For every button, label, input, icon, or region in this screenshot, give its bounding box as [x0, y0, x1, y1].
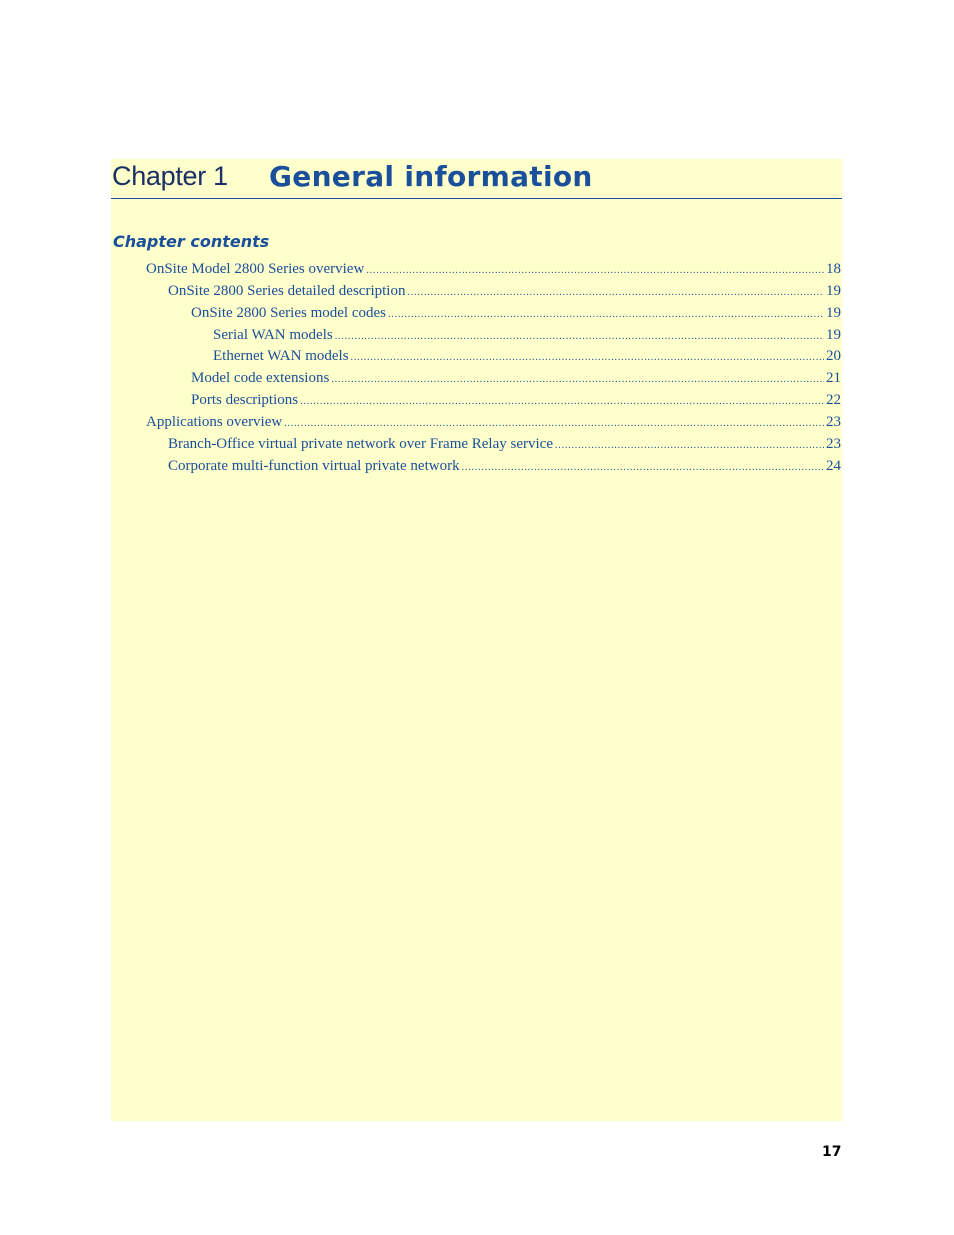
toc-entry[interactable]: [168, 434, 841, 454]
chapter-label: Chapter 1: [112, 161, 228, 191]
toc-leader: [300, 392, 824, 412]
toc-entry-title: Ethernet WAN models: [213, 348, 349, 364]
toc-entry-title: OnSite 2800 Series detailed description: [168, 283, 406, 299]
toc-entry-title: Corporate multi-function virtual private network: [168, 458, 460, 474]
toc-entry[interactable]: [168, 456, 841, 476]
toc-entry-title: OnSite 2800 Series model codes: [191, 305, 386, 321]
toc-entry[interactable]: [191, 368, 841, 388]
contents-heading: Chapter contents: [113, 232, 270, 251]
toc-entry[interactable]: [168, 281, 841, 301]
toc-leader: [388, 305, 824, 325]
toc-leader: [331, 370, 824, 390]
toc-entry[interactable]: [146, 259, 841, 279]
toc-leader: [407, 283, 824, 303]
toc-entry-title: Branch-Office virtual private network over Frame Relay service: [168, 436, 553, 452]
toc-leader: [351, 348, 824, 368]
toc-entry[interactable]: [213, 325, 841, 345]
toc-entry-title: Serial WAN models: [213, 327, 333, 343]
toc-entry[interactable]: [213, 346, 841, 366]
toc-entry-title: OnSite Model 2800 Series overview: [146, 261, 365, 277]
toc-entry-page: 19: [826, 283, 841, 299]
toc-leader: [366, 261, 824, 281]
toc-entry-page: 18: [826, 261, 841, 277]
toc-entry-title: Model code extensions: [191, 370, 330, 386]
toc-entry-page: 23: [826, 414, 841, 430]
page-number: 17: [822, 1144, 842, 1160]
chapter-header: [111, 159, 842, 199]
toc-entry-page: 24: [826, 458, 841, 474]
toc-leader: [284, 414, 824, 434]
toc-entry-page: 19: [826, 305, 841, 321]
toc-entry-title: Applications overview: [146, 414, 283, 430]
toc-leader: [335, 327, 824, 347]
toc-entry-page: 23: [826, 436, 841, 452]
toc-entry[interactable]: [191, 303, 841, 323]
toc-entry[interactable]: [191, 390, 841, 410]
chapter-panel: [111, 159, 842, 1121]
toc-entry-page: 19: [826, 327, 841, 343]
toc-entry[interactable]: [146, 412, 841, 432]
toc-entry-page: 20: [826, 348, 841, 364]
chapter-title: General information: [269, 160, 593, 193]
toc-entry-page: 22: [826, 392, 841, 408]
toc-leader: [555, 436, 824, 456]
toc-entry-page: 21: [826, 370, 841, 386]
toc-leader: [462, 458, 824, 478]
toc-entry-title: Ports descriptions: [191, 392, 299, 408]
